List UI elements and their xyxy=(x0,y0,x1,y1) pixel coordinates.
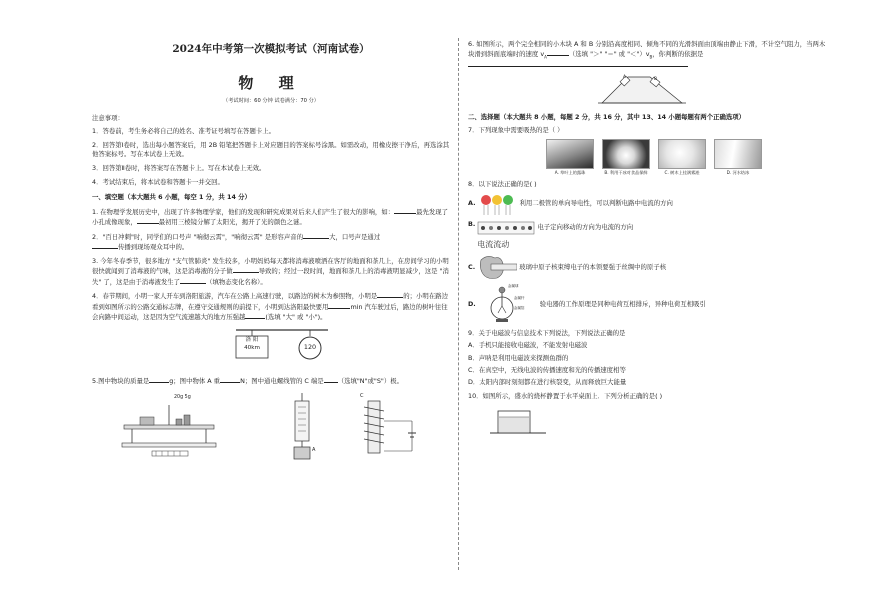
weight-label: 20g 5g xyxy=(174,394,191,400)
q5-figures xyxy=(92,391,450,463)
electron-flow-figure xyxy=(477,220,535,251)
q7-option-a[interactable]: A. 草叶上的露珠 xyxy=(546,139,594,176)
q9-option-a[interactable]: A．手机只能接收电磁波，不能发射电磁波 xyxy=(468,341,588,350)
answer-blank[interactable] xyxy=(233,266,259,273)
answer-blank[interactable] xyxy=(468,60,688,67)
answer-blank[interactable] xyxy=(394,207,416,214)
speed-limit: 120 xyxy=(303,343,317,352)
q5-figures-svg xyxy=(92,391,450,463)
spring-object-label: A xyxy=(312,446,316,453)
answer-blank[interactable] xyxy=(149,376,169,383)
q8-option-c[interactable]: C. 玻璃中原子核束缚电子的本领要强于丝绸中的原子核 xyxy=(468,252,830,282)
question-6: 6. 如图所示，两个完全相同的小木块 A 和 B 分别沿高度相同、倾角不同的光滑斜面由顶端由静止下滑，不计空气阻力，当两木块滑到斜面底端时的速度 $v_A$ （选填 "＞" "＝" 或 "$<")v_B$，你判断的依据是 xyxy=(468,40,830,71)
electroscope-label-foil: 金属箔 xyxy=(513,306,525,311)
electroscope-label-ball: 金属球 xyxy=(507,284,519,289)
right-column xyxy=(468,40,830,440)
rime-photo xyxy=(658,139,706,169)
subject-title: 物 理 xyxy=(238,74,304,93)
note-item: 1．答卷前，考生务必将自己的姓名、准考证号填写在答题卡上。 xyxy=(92,127,276,136)
led-icon xyxy=(478,192,518,216)
note-item: 4．考试结束后，将本试卷和答题卡一并交回。 xyxy=(92,177,224,186)
answer-blank[interactable] xyxy=(324,376,338,383)
question-3: 3. 今年冬春季节，很多地方 "支气管肺炎" 发生较多，小明妈妈每天都将消毒液喷洒在客厅的地面和茶几上，在房间学习的小明很快就闻到了消毒液的气味，这是消毒液的分子做 导致的；经过一段时间，地面和茶几上的消毒液明显减少，这是 "消失" 了，这是由于消毒液发生了 （填物态变化名称）。 xyxy=(92,257,449,286)
q9-option-d[interactable]: D．太阳内部时刻刻都在进行核裂变，从而释放巨大能量 xyxy=(468,378,627,387)
q7-options xyxy=(546,139,830,176)
incline-figure xyxy=(598,71,830,107)
question-7: 7．下列现象中需要吸热的是（ ） xyxy=(468,126,564,135)
answer-blank[interactable] xyxy=(220,376,240,383)
incline-block-a: A xyxy=(623,74,627,80)
answer-blank[interactable] xyxy=(303,232,329,239)
option-letter: A. xyxy=(468,198,476,207)
question-5: 5.图中物块的质量是 g；图中物体 A 重 N；图中通电螺线管的 C 端是 （选填"N"或"S"）极。 xyxy=(92,377,404,386)
question-2: 2．"百日冲刺"时，同学们的口号声 "响彻云霄"，"响彻云霄" 是形容声音的 大，口号声是通过 传播到现场观众耳中的。 xyxy=(92,233,381,252)
electroscope-label-rod: 金属杆 xyxy=(513,296,525,301)
electron-flow-svg xyxy=(477,220,535,236)
answer-blank[interactable] xyxy=(180,277,206,284)
incline-block-b: B xyxy=(654,76,658,82)
q8-option-b[interactable]: B. 电流流动 电子定向移动的方向为电流的方向 xyxy=(468,219,634,249)
exam-title: 2024年中考第一次模拟考试（河南试卷） xyxy=(172,43,370,55)
answer-blank[interactable] xyxy=(547,49,569,56)
answer-blank[interactable] xyxy=(377,291,403,298)
q7-option-d[interactable]: D. 河水结冰 xyxy=(714,139,762,176)
glass-rod-icon xyxy=(477,252,517,282)
option-letter: B. xyxy=(468,219,476,228)
section-1-title: 一、填空题（本大题共 6 小题，每空 1 分，共 14 分） xyxy=(92,193,251,202)
option-letter: C. xyxy=(468,262,476,271)
note-item: 2．回答第Ⅰ卷时，选出每小题答案后，用 2B 铅笔把答题卡上对应题目的答案标号涂黑。如需改动，用橡皮擦干净后，再选涂其他答案标号。写在本试卷上无效。 xyxy=(92,141,450,159)
q8-option-a[interactable]: A. 利用二极管的单向导电性，可以判断电路中电流的方向 xyxy=(468,192,830,216)
electroscope-figure xyxy=(478,284,538,324)
question-10: 10．如图所示，盛水的烧杯静置于水平桌面上．下列分析正确的是( ) xyxy=(468,391,663,400)
question-9: 9．关于电磁波与信息技术下列说法，下列说法正确的是 xyxy=(468,328,626,337)
traffic-sign-figure xyxy=(232,326,450,370)
exam-info: （考试时间：60 分钟 试卷满分：70 分） xyxy=(223,97,319,104)
question-1: 1. 在物理学发展历史中，出现了许多物理学家，他们的发现和研究成果对后来人们产生了很大的影响，如： 最先发现了小孔成像现象， 最初用三棱镜分解了太阳光，揭开了光的颜色之谜。 xyxy=(92,207,449,227)
q7-option-b[interactable]: B. 利用干冰对食品保鲜 xyxy=(602,139,650,176)
current-flow-label: 电流流动 xyxy=(477,239,510,249)
left-column xyxy=(92,40,450,463)
balance-figure xyxy=(122,405,216,456)
sign-distance: 40km xyxy=(244,345,260,352)
question-4: 4．春节期间，小明一家人开车到洛阳旅游，汽车在公路上高速行驶，以路边的树木为参照物，小明是 的；小明在路边看到如图所示的公路交通标志牌，在遵守交通规则的前提下，小明到达洛阳最快要用 min 汽车驶过后，路边的树叶往往会向路中间运动，这是因为空气流速越大的地方压强越 (选填 "大" 或 "小")。 xyxy=(92,292,448,321)
q9-option-b[interactable]: B．声呐是利用电磁波来探测鱼群的 xyxy=(468,353,569,362)
q9-option-c[interactable]: C．在真空中，无线电波的传播速度和光的传播速度相等 xyxy=(468,365,626,374)
beaker-svg xyxy=(486,405,550,437)
coil-end-label: C xyxy=(360,392,364,399)
beaker-figure xyxy=(486,405,830,440)
dry-ice-photo xyxy=(602,139,650,169)
sign-plate-text xyxy=(236,337,268,353)
answer-blank[interactable] xyxy=(328,302,350,309)
column-divider xyxy=(458,38,459,570)
answer-blank[interactable] xyxy=(92,242,118,249)
option-letter: D. xyxy=(468,299,476,308)
solenoid-figure xyxy=(364,401,416,453)
incline-svg xyxy=(598,71,688,107)
answer-blank[interactable] xyxy=(137,217,159,224)
section-2-title: 二、选择题（本大题共 8 小题，每题 2 分，共 16 分，其中 13、14 小题每题有两个正确选项） xyxy=(468,112,746,121)
dew-photo xyxy=(546,139,594,169)
sign-city: 洛 阳 xyxy=(245,337,259,344)
electroscope-svg xyxy=(478,284,538,324)
spring-scale-figure xyxy=(294,393,310,459)
q7-option-c[interactable]: C. 树木上挂满雾凇 xyxy=(658,139,706,176)
q8-option-d[interactable]: D. 金属球 金属杆 金属箔 验电器的工作原理是同种电荷互相排斥，异种电荷互相吸引 xyxy=(468,284,830,324)
question-8: 8．以下说法正确的是( ) xyxy=(468,180,537,189)
answer-blank[interactable] xyxy=(245,312,265,319)
notes-title: 注意事项： xyxy=(92,113,124,122)
note-item: 3．回答第Ⅱ卷时，将答案写在答题卡上。写在本试卷上无效。 xyxy=(92,164,266,173)
ice-photo xyxy=(714,139,762,169)
